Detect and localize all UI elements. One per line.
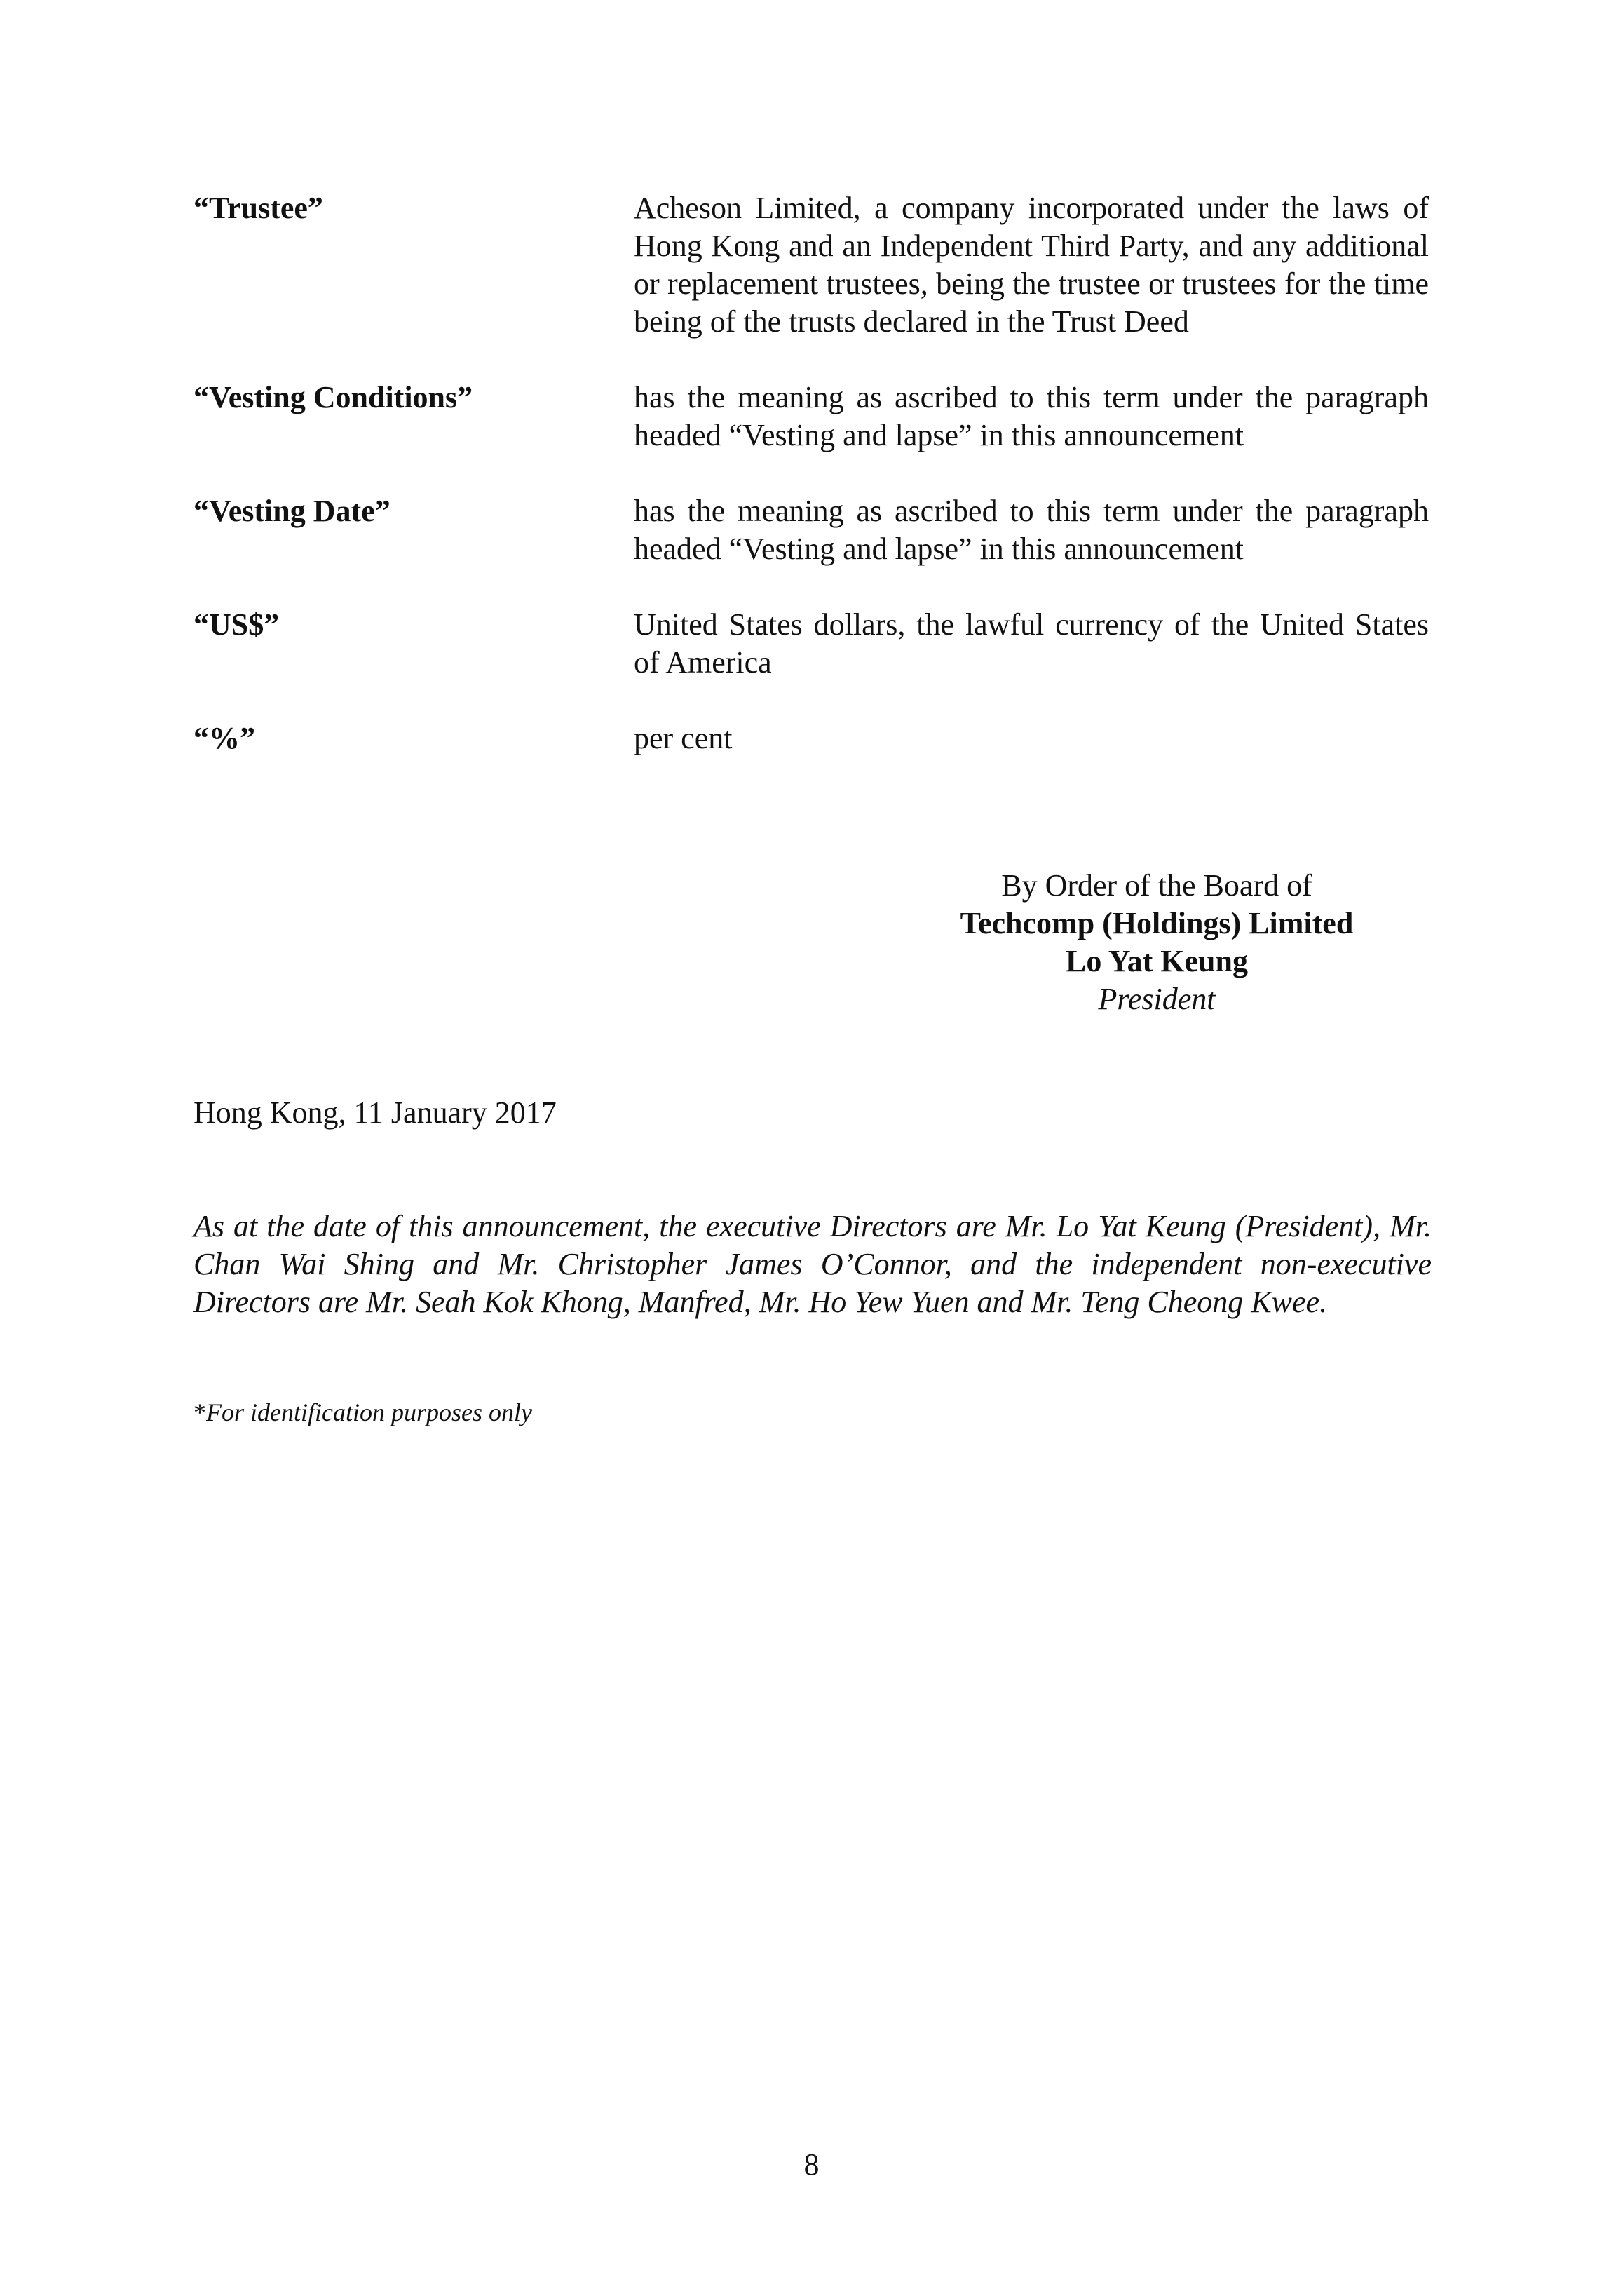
definition-term: “Vesting Conditions” <box>193 380 473 414</box>
definition-term: “Trustee” <box>193 191 323 225</box>
footnote-marker: * <box>193 1398 206 1426</box>
signature-name: Lo Yat Keung <box>1066 944 1248 978</box>
definition-text: has the meaning as ascribed to this term under the paragraph headed “Vesting and lapse” in this announcement <box>634 494 1429 566</box>
definition-term: “%” <box>193 721 255 755</box>
definition-row-percent <box>193 720 1429 757</box>
signature-block <box>876 867 1437 1018</box>
footnote <box>193 1397 532 1428</box>
definition-row-vesting-date <box>193 492 1429 568</box>
definitions-list <box>193 189 1429 757</box>
signature-order-line: By Order of the Board of <box>1001 868 1312 903</box>
definition-text: Acheson Limited, a company incorporated under the laws of Hong Kong and an Independent Third Party, and any additional or replacement trustees, being the trustee or trustees for the time being of the trusts declared in the Trust Deed <box>634 191 1429 339</box>
definition-row-usd <box>193 606 1429 682</box>
definition-term: “US$” <box>193 607 280 642</box>
definition-text: per cent <box>634 721 733 755</box>
signature-title: President <box>1098 982 1216 1016</box>
page-number: 8 <box>803 2147 820 2182</box>
definition-term: “Vesting Date” <box>193 494 391 528</box>
definition-row-trustee <box>193 189 1429 341</box>
directors-note: As at the date of this announcement, the executive Directors are Mr. Lo Yat Keung (President), Mr. Chan Wai Shing and Mr. Christopher James O’Connor, and the independent non-executive Directors are Mr. Seah Kok Khong, Manfred, Mr. Ho Yew Yuen and Mr. Teng Cheong Kwee. <box>193 1209 1432 1319</box>
definition-row-vesting-conditions <box>193 379 1429 454</box>
definition-text: United States dollars, the lawful currency of the United States of America <box>634 607 1429 680</box>
signature-company: Techcomp (Holdings) Limited <box>960 906 1354 940</box>
footnote-text: For identification purposes only <box>206 1398 532 1426</box>
definition-text: has the meaning as ascribed to this term under the paragraph headed “Vesting and lapse” in this announcement <box>634 380 1429 452</box>
place-and-date: Hong Kong, 11 January 2017 <box>193 1095 557 1130</box>
